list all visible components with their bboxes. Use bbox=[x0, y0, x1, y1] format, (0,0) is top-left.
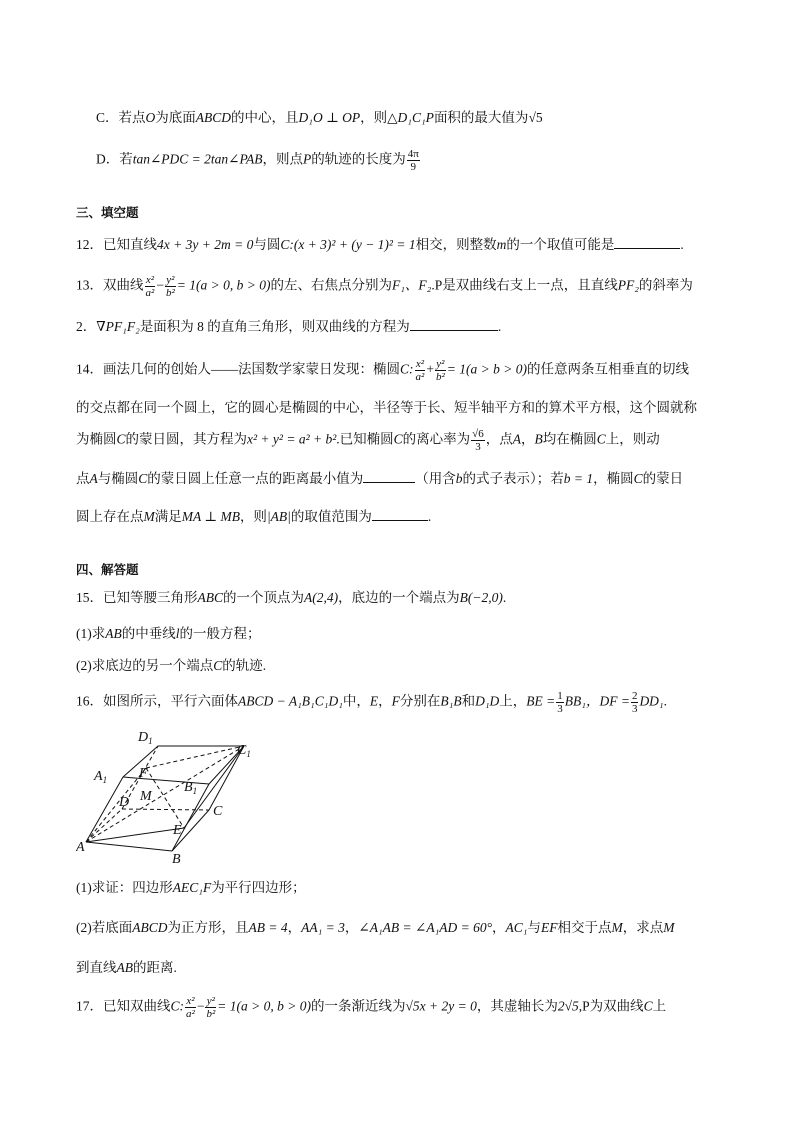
question-14-line-1: 14．画法几何的创始人——法国数学家蒙日发现：椭圆C: $\frac{\text{x²}}{\text{a²}}$ + $\frac{\text{y²}}{\text{b²}}$ = 1(a > b > 0)的任意两条互相垂直的切线 bbox=[76, 358, 689, 383]
question-16-part-2: (2)若底面ABCD为正方形，且AB = 4，AA₁ = 3，∠A₁AB = ∠A₁AD = 60°，AC₁与EF相交于点M，求点M bbox=[76, 920, 675, 935]
label-f: F bbox=[139, 766, 148, 781]
line-f-e bbox=[146, 768, 184, 828]
question-16-part-3: 到直线AB的距离. bbox=[76, 960, 177, 975]
fraction-sqrt6-3: $\frac{√6}{3}$ bbox=[472, 428, 484, 453]
question-14-line-5: 圆上存在点M满足MA ⊥ MB，则|AB|的取值范围为 . bbox=[76, 506, 431, 527]
label-b1: $B_1$ bbox=[184, 780, 198, 796]
question-16-part-1: (1)求证：四边形AEC₁F为平行四边形； bbox=[76, 880, 306, 895]
hidden-edge-a-d bbox=[86, 809, 122, 842]
question-14-line-2: 的交点都在同一个圆上，它的圆心是椭圆的中心，半径等于长、短半轴平方和的算术平方根，这个圆就称 bbox=[76, 400, 697, 415]
question-17: 17．已知双曲线C: $\frac{\text{x²}}{\text{a²}}$ − $\frac{\text{y²}}{\text{b²}}$ = 1(a > 0, b > 0)的一条渐近线为√5x + 2y = 0，其虚轴长为2√5,P为双曲线C上 bbox=[76, 995, 667, 1020]
edge-a-a1 bbox=[86, 777, 123, 842]
diag-a-c1 bbox=[86, 746, 244, 842]
parallelepiped-figure bbox=[76, 724, 256, 864]
question-13-line-2: 2．∇PF₁F₂是面积为 8 的直角三角形，则双曲线的方程为 . bbox=[76, 316, 501, 337]
question-16: 16．如图所示，平行六面体ABCD − A₁B₁C₁D₁中，E，F分别在B₁B和D₁D上，BE = $\frac{1}{3}$ BB₁，DF = $\frac{2}{3}$ DD₁. bbox=[76, 690, 668, 715]
line-a-e bbox=[86, 828, 184, 842]
label-c: C bbox=[213, 804, 223, 819]
answer-blank-13[interactable] bbox=[410, 316, 498, 331]
label-a: A bbox=[76, 840, 85, 855]
point-o: O bbox=[145, 110, 156, 125]
fraction-4pi-9: $\frac{4\pi}{9}$ bbox=[407, 148, 419, 173]
edge-a-b bbox=[86, 842, 172, 851]
question-15: 15．已知等腰三角形ABC的一个顶点为A(2,4)，底边的一个端点为B(−2,0). bbox=[76, 590, 507, 605]
label-b: B bbox=[172, 852, 181, 864]
answer-blank-14a[interactable] bbox=[363, 468, 415, 483]
question-14-line-4: 点A与椭圆C的蒙日圆上任意一点的距离最小值为 （用含b的式子表示）；若b = 1，椭圆C的蒙日 bbox=[76, 468, 683, 489]
label-d: D bbox=[119, 795, 130, 810]
label-c1: $C_1$ bbox=[237, 743, 251, 759]
question-14-line-3: 为椭圆C的蒙日圆，其方程为x² + y² = a² + b².已知椭圆C的离心率为 $\frac{√6}{3}$ ，点A，B均在椭圆C上，则动 bbox=[76, 428, 660, 453]
question-15-part-1: (1)求AB的中垂线l的一般方程； bbox=[76, 626, 261, 641]
question-13-line-1: 13．双曲线 $\frac{\text{x²}}{\text{a²}}$ − $\frac{\text{y²}}{\text{b²}}$ = 1(a > 0, b > 0)的左、右焦点分别为F₁、F₂.P是双曲线右支上一点，且直线PF₂的斜率为 bbox=[76, 274, 693, 299]
option-c: C．若点O为底面ABCD的中心，且D₁O ⊥ OP，则△D₁C₁P面积的最大值为√5 bbox=[96, 110, 543, 125]
answer-blank-14b[interactable] bbox=[372, 506, 428, 521]
label-e: E bbox=[173, 823, 182, 838]
answer-blank-12[interactable] bbox=[614, 234, 680, 249]
question-12: 12．已知直线4x + 3y + 2m = 0与圆C:(x + 3)² + (y − 1)² = 1相交，则整数m的一个取值可能是 . bbox=[76, 234, 684, 255]
option-d: D．若tan∠PDC = 2tan∠PAB，则点P的轨迹的长度为 $\frac{4\pi}{9}$ bbox=[96, 148, 419, 173]
question-15-part-2: (2)求底边的另一个端点C的轨迹. bbox=[76, 658, 267, 673]
line-f-c1 bbox=[146, 746, 244, 768]
label-d1: $D_1$ bbox=[138, 730, 153, 746]
section-title-answer: 四、解答题 bbox=[76, 562, 139, 577]
label-m: M bbox=[140, 789, 152, 804]
section-title-fill-blank: 三、填空题 bbox=[76, 205, 139, 220]
hidden-edge-d-c bbox=[122, 809, 209, 810]
label-a1: $A_1$ bbox=[94, 769, 108, 785]
